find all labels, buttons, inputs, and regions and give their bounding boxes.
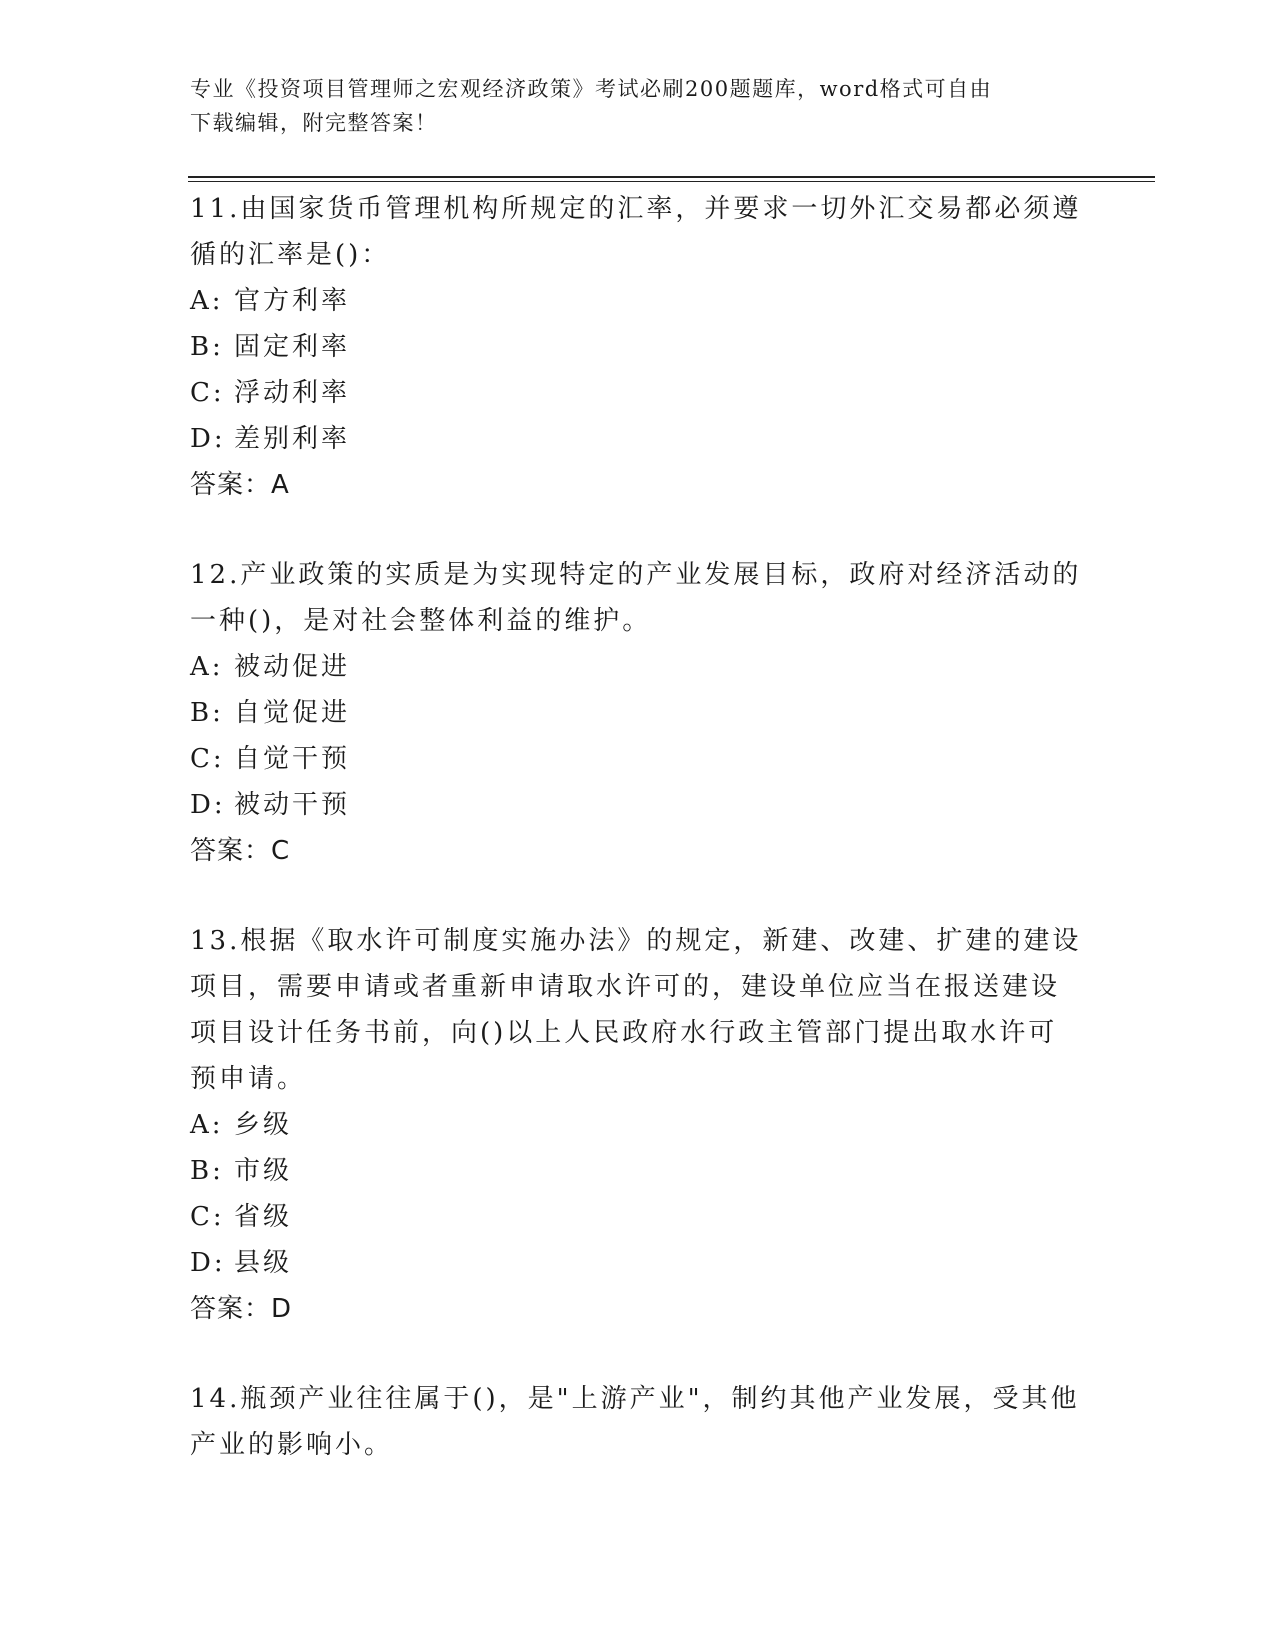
- header-line: 专业《投资项目管理师之宏观经济政策》考试必刷200题题库，word格式可自由: [190, 77, 993, 101]
- option-text: 县级: [234, 1248, 293, 1278]
- stem-line: 11.由国家货币管理机构所规定的汇率，并要求一切外汇交易都必须遵: [190, 194, 1082, 224]
- header-line: 下载编辑，附完整答案！: [190, 111, 438, 135]
- stem-line: 预申请。: [190, 1064, 307, 1094]
- question-12: [190, 552, 1090, 874]
- option-text: 自觉促进: [234, 698, 351, 728]
- option-b: [190, 690, 1090, 736]
- option-d: [190, 416, 1090, 462]
- stem-line: 产业的影响小。: [190, 1430, 394, 1460]
- option-a: [190, 1102, 1090, 1148]
- question-list: [190, 186, 1090, 1512]
- document-header: [190, 72, 1090, 140]
- answer-line: 答案：D: [190, 1294, 293, 1324]
- stem-line: 项目设计任务书前，向()以上人民政府水行政主管部门提出取水许可: [190, 1018, 1058, 1048]
- question-14: [190, 1376, 1090, 1468]
- option-text: 市级: [234, 1156, 293, 1186]
- option-letter: C:: [190, 744, 225, 774]
- option-letter: C:: [190, 1202, 225, 1232]
- option-letter: B:: [190, 332, 224, 362]
- option-text: 固定利率: [234, 332, 351, 362]
- option-letter: B:: [190, 1156, 224, 1186]
- header-divider: [188, 176, 1155, 178]
- option-letter: D:: [190, 1248, 226, 1278]
- answer-line: 答案：C: [190, 836, 291, 866]
- option-letter: D:: [190, 424, 226, 454]
- header-divider-thin: [188, 181, 1155, 182]
- option-letter: A:: [190, 652, 224, 682]
- option-d: [190, 1240, 1090, 1286]
- question-stem: [190, 918, 1090, 1102]
- stem-line: 14.瓶颈产业往往属于()，是"上游产业"，制约其他产业发展，受其他: [190, 1384, 1080, 1414]
- option-c: [190, 1194, 1090, 1240]
- option-c: [190, 370, 1090, 416]
- option-letter: A:: [190, 286, 224, 316]
- option-letter: B:: [190, 698, 224, 728]
- question-11: [190, 186, 1090, 508]
- option-text: 被动干预: [234, 790, 351, 820]
- stem-line: 12.产业政策的实质是为实现特定的产业发展目标，政府对经济活动的: [190, 560, 1082, 590]
- option-text: 自觉干预: [234, 744, 351, 774]
- option-text: 官方利率: [234, 286, 351, 316]
- answer-line: 答案：A: [190, 470, 290, 500]
- option-a: [190, 644, 1090, 690]
- option-text: 被动促进: [234, 652, 351, 682]
- stem-line: 循的汇率是()：: [190, 240, 391, 270]
- option-b: [190, 324, 1090, 370]
- question-13: [190, 918, 1090, 1332]
- option-text: 差别利率: [234, 424, 351, 454]
- option-text: 乡级: [234, 1110, 293, 1140]
- option-b: [190, 1148, 1090, 1194]
- question-stem: [190, 186, 1090, 278]
- question-stem: [190, 552, 1090, 644]
- option-text: 省级: [234, 1202, 293, 1232]
- option-a: [190, 278, 1090, 324]
- option-text: 浮动利率: [234, 378, 351, 408]
- question-stem: [190, 1376, 1090, 1468]
- option-letter: C:: [190, 378, 225, 408]
- stem-line: 一种()，是对社会整体利益的维护。: [190, 606, 652, 636]
- stem-line: 13.根据《取水许可制度实施办法》的规定，新建、改建、扩建的建设: [190, 926, 1082, 956]
- option-letter: D:: [190, 790, 226, 820]
- option-letter: A:: [190, 1110, 224, 1140]
- stem-line: 项目，需要申请或者重新申请取水许可的，建设单位应当在报送建设: [190, 972, 1061, 1002]
- option-c: [190, 736, 1090, 782]
- option-d: [190, 782, 1090, 828]
